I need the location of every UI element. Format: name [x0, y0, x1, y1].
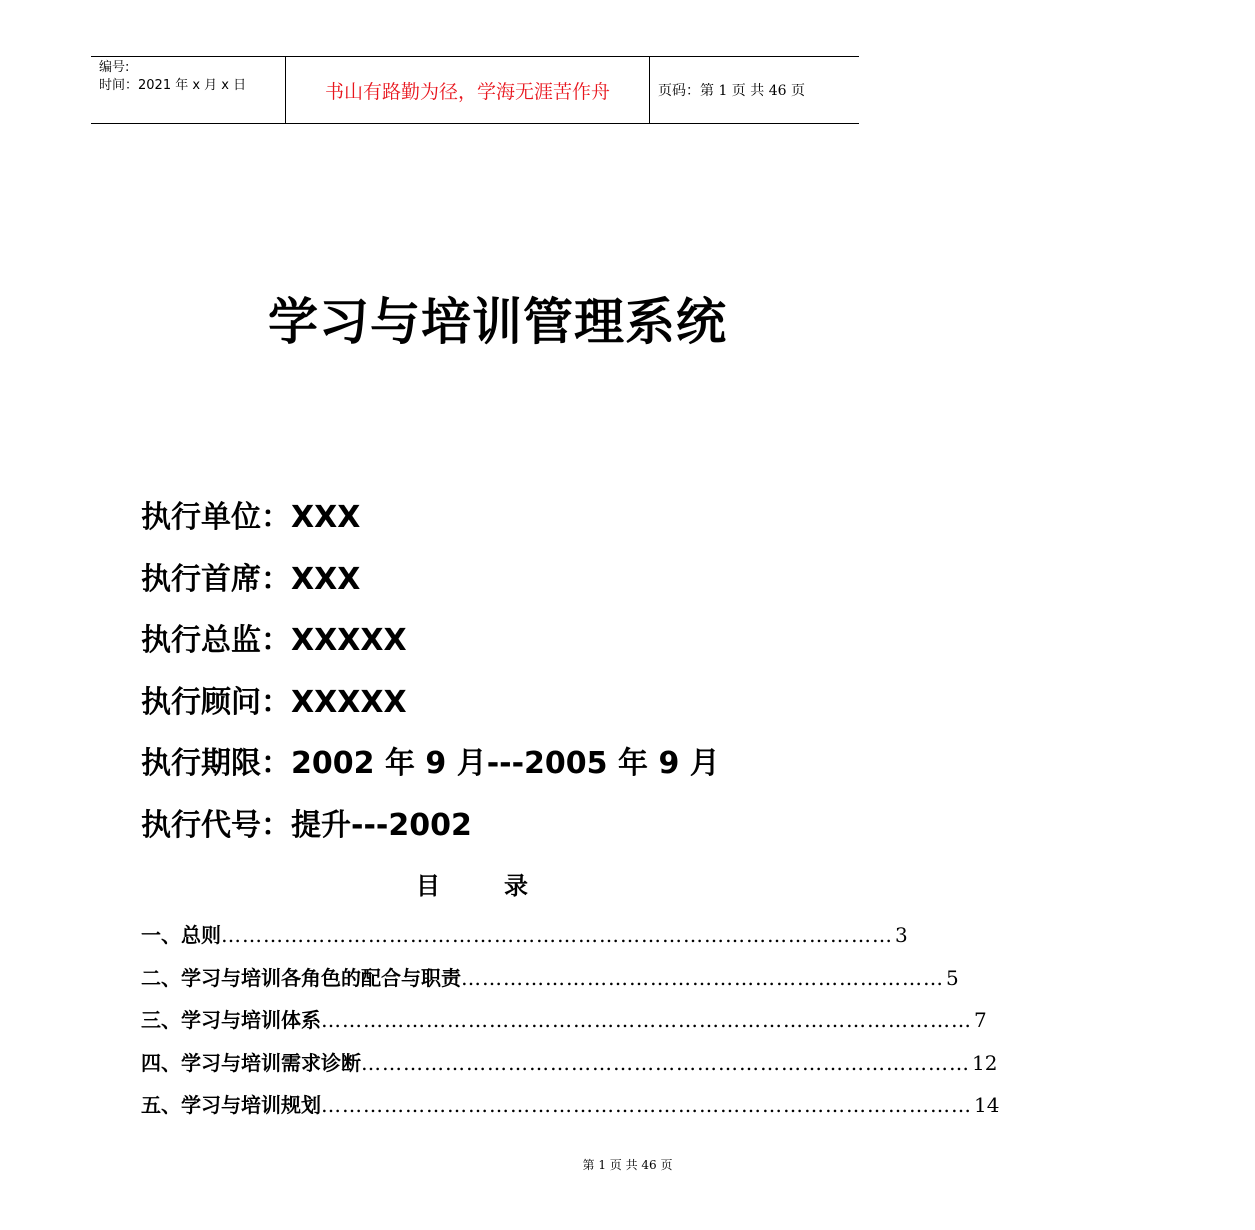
info-director: 执行总监：XXXXX — [141, 623, 407, 659]
toc-item-leader: ………………………………………………………………………………… — [321, 1093, 972, 1117]
header-motto: 书山有路勤为径，学海无涯苦作舟 — [286, 57, 650, 123]
page-footer: 第 1 页 共 46 页 — [582, 1158, 673, 1172]
page-header — [91, 56, 859, 124]
header-page-info: 页码：第 1 页 共 46 页 — [658, 83, 805, 99]
toc-item-label: 二、学习与培训各角色的配合与职责 — [141, 965, 461, 990]
toc-item-leader: …………………………………………………………………………… — [361, 1050, 970, 1075]
toc-item-page: 12 — [972, 1050, 998, 1075]
document-number-label: 编号: — [99, 60, 130, 75]
toc-item[interactable] — [141, 961, 959, 1004]
toc-item-label: 五、学习与培训规划 — [141, 1093, 321, 1117]
toc-item[interactable] — [141, 1088, 1000, 1131]
toc-heading — [416, 866, 528, 901]
info-unit: 执行单位：XXX — [141, 500, 361, 535]
toc-item-page: 3 — [895, 923, 908, 947]
toc-item[interactable] — [141, 1046, 998, 1089]
table-of-contents — [141, 918, 1000, 1131]
toc-heading-part-2: 录 — [504, 871, 528, 900]
document-title: 学习与培训管理系统 — [268, 293, 727, 351]
toc-item-leader: …………………………………………………………… — [461, 965, 944, 990]
toc-item[interactable] — [141, 918, 908, 961]
toc-item-label: 一、总则 — [141, 923, 221, 947]
info-consultant: 执行顾问：XXXXX — [141, 684, 407, 720]
info-chief: 执行首席：XXX — [141, 561, 361, 597]
toc-item-leader: ………………………………………………………………………………… — [321, 1008, 972, 1032]
header-meta — [91, 57, 286, 123]
toc-item-page: 7 — [974, 1008, 987, 1032]
info-code: 执行代号：提升---2002 — [141, 807, 472, 843]
toc-item-label: 四、学习与培训需求诊断 — [141, 1050, 361, 1075]
toc-item-label: 三、学习与培训体系 — [141, 1008, 321, 1032]
toc-heading-part-1: 目 — [416, 871, 440, 900]
toc-item[interactable] — [141, 1003, 987, 1046]
toc-item-page: 5 — [946, 965, 959, 990]
toc-item-page: 14 — [974, 1093, 1000, 1117]
document-time: 时间：2021 年 x 月 x 日 — [99, 78, 247, 93]
info-period: 执行期限：2002 年 9 月---2005 年 9 月 — [141, 746, 720, 782]
toc-item-leader: …………………………………………………………………………………… — [221, 923, 893, 947]
execution-info — [141, 496, 720, 866]
